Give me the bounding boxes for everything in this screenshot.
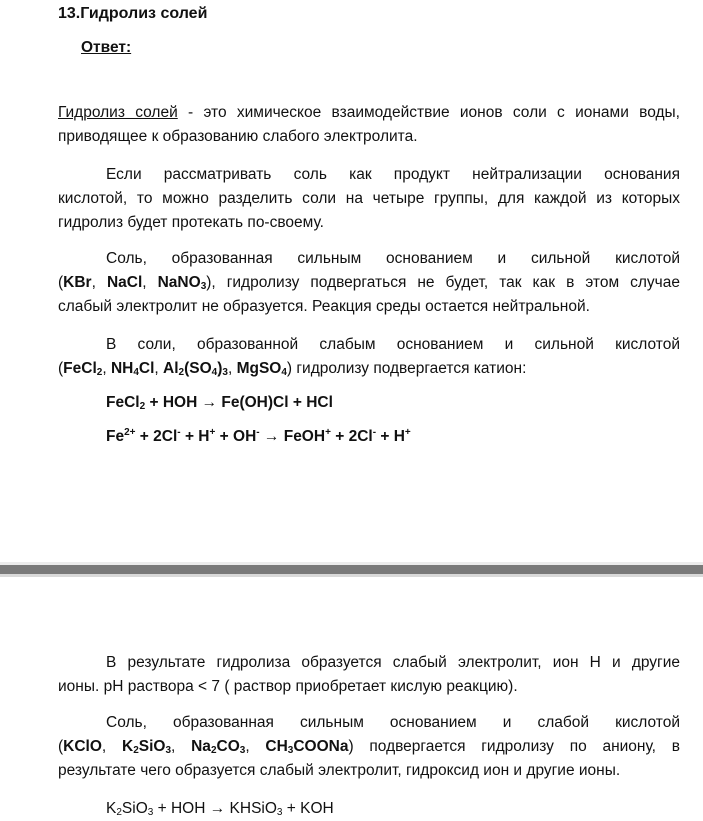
document-page-2 (0, 577, 703, 820)
weak-acid-line-3: результате чего образуется слабый электролит, гидроксид ион и другие ионы. (58, 762, 621, 779)
answer-label: Ответ: (81, 39, 132, 56)
result-line-1: В результате гидролиза образуется слабый электролит, ион Н и другие (106, 654, 680, 671)
section-heading: 13.Гидролиз солей (58, 5, 208, 22)
groups-line-2: кислотой, то можно разделить соли на четыре группы, для каждой из которых (58, 190, 680, 207)
result-line-2: ионы. рН раствора < 7 ( раствор приобретает кислую реакцию). (58, 678, 518, 695)
page-separator (0, 562, 703, 577)
equation-silicate: $K_2SiO_3$ + HOH → KHSiO$_3$ + KOH (106, 800, 334, 818)
groups-line-1: Если рассматривать соль как продукт нейтрализации основания (106, 166, 680, 183)
strong-salt-line-2: (KBr, NaCl, NaNO$_3$), гидролизу подвергаться не будет, так как в этом случае (58, 274, 680, 292)
strong-salt-line-3: слабый электролит не образуется. Реакция среды остается нейтральной. (58, 298, 590, 315)
weak-base-line-2: (FeCl$_2$, $NH_4Cl$, $Al_2(SO_4)_3$, MgSO$_4$) гидролизу подвергается катион: (58, 360, 527, 378)
equation-ionic: $Fe^{2+} + 2Cl^- + H^+ + OH^-$ → FeOH+ + 2Cl- + H+ (106, 427, 411, 445)
weak-acid-line-2: (KClO, $K_2SiO_3$, $Na_2CO_3$, $CH_3COONa$) подвергается гидролизу по аниону, в (58, 738, 680, 756)
equation-molecular: FeCl$_2$ + HOH → Fe(OH)Cl + HCl (106, 394, 333, 412)
intro-line-1: Гидролиз солей - это химическое взаимодействие ионов соли с ионами воды, (58, 104, 680, 121)
intro-line-2: приводящее к образованию слабого электролита. (58, 128, 418, 145)
term-hydrolysis: Гидролиз солей (58, 104, 178, 121)
strong-salt-line-1: Соль, образованная сильным основанием и сильной кислотой (106, 250, 680, 267)
weak-acid-line-1: Соль, образованная сильным основанием и слабой кислотой (106, 714, 680, 731)
groups-line-3: гидролиз будет протекать по-своему. (58, 214, 324, 231)
weak-base-line-1: В соли, образованной слабым основанием и сильной кислотой (106, 336, 680, 353)
